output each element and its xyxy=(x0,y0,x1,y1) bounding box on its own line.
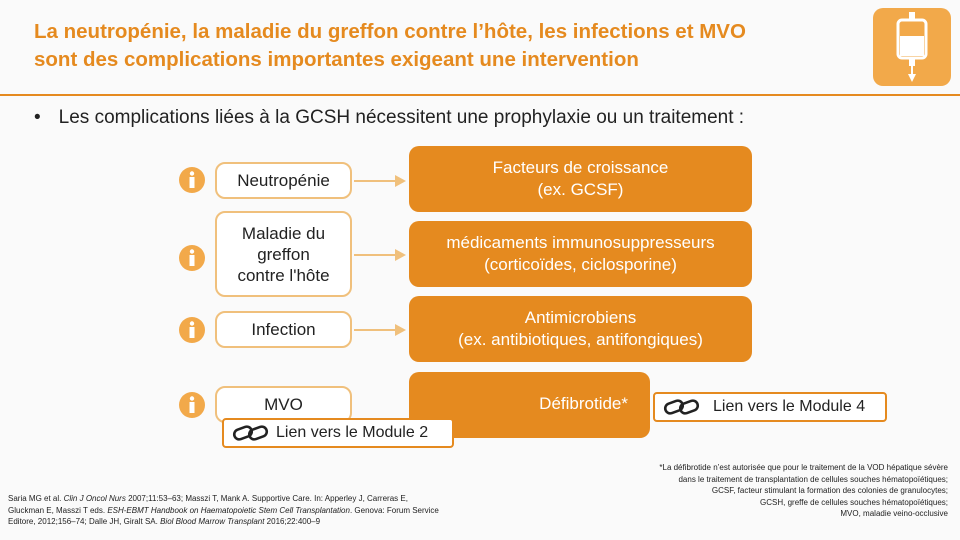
arrow-connector xyxy=(354,180,396,182)
chain-link-icon xyxy=(232,424,270,442)
reference-line: Editore, 2012;156–74; Dalle JH, Giralt SA. Biol Blood Marrow Transplant 2016;22:400–9 xyxy=(8,517,321,526)
complication-label: Infection xyxy=(251,320,316,339)
reference-line: Saria MG et al. Clin J Oncol Nurs 2007;11:53–63; Masszi T, Mank A. Supportive Care. In: Apperley J, Carreras E, xyxy=(8,494,408,503)
complication-infection xyxy=(215,311,352,348)
title-line-1: La neutropénie, la maladie du greffon contre l’hôte, les infections et MVO xyxy=(34,20,746,43)
slide-title xyxy=(34,18,864,74)
treatment-immunosuppressants xyxy=(409,221,752,287)
link-label: Lien vers le Module 4 xyxy=(713,398,866,415)
complication-label-line-2: greffon xyxy=(257,244,310,264)
bullet-dot: • xyxy=(34,107,41,128)
footnote-line: GCSF, facteur stimulant la formation des colonies de granulocytes; xyxy=(711,486,948,495)
bullet-point xyxy=(34,107,744,129)
treatment-line-2: (ex. antibiotiques, antifongiques) xyxy=(458,330,703,349)
arrow-connector xyxy=(354,329,396,331)
treatment-line-1: médicaments immunosuppresseurs xyxy=(446,233,715,252)
treatment-line-2: (ex. GCSF) xyxy=(537,180,624,199)
complication-gvhd xyxy=(215,211,352,297)
treatment-line-1: Antimicrobiens xyxy=(524,308,637,327)
footnotes xyxy=(593,462,948,520)
footnote-line: *La défibrotide n’est autorisée que pour le traitement de la VOD hépatique sévère xyxy=(659,463,948,472)
link-label: Lien vers le Module 2 xyxy=(276,424,429,441)
info-icon[interactable] xyxy=(178,391,206,419)
reference-line: Gluckman E, Masszi T eds. ESH-EBMT Handbook on Haematopoietic Stem Cell Transplantation. Genova: Forum Service xyxy=(8,505,439,515)
title-line-2: sont des complications importantes exigeant une intervention xyxy=(34,48,639,71)
complication-label: Neutropénie xyxy=(237,171,330,190)
link-module-2-button[interactable] xyxy=(222,418,454,448)
treatment-antimicrobials xyxy=(409,296,752,362)
arrow-connector xyxy=(354,254,396,256)
info-icon[interactable] xyxy=(178,316,206,344)
header-divider xyxy=(0,94,960,96)
complication-label-line-1: Maladie du xyxy=(241,223,326,243)
footnote-line: dans le traitement de transplantation de cellules souches hématopoïétiques; xyxy=(678,474,948,484)
treatment-line-1: Défibrotide* xyxy=(539,394,628,413)
info-icon[interactable] xyxy=(178,244,206,272)
footnote-line: GCSH, greffe de cellules souches hématopoïétiques; xyxy=(760,497,948,507)
complication-neutropenie xyxy=(215,162,352,199)
chain-link-icon xyxy=(663,398,701,416)
iv-bag-icon xyxy=(873,8,951,86)
references xyxy=(8,493,563,528)
link-module-4-button[interactable] xyxy=(653,392,887,422)
treatment-growth-factors xyxy=(409,146,752,212)
footnote-line: MVO, maladie veino-occlusive xyxy=(840,509,948,518)
bullet-text: Les complications liées à la GCSH nécessitent une prophylaxie ou un traitement : xyxy=(58,107,745,128)
info-icon[interactable] xyxy=(178,166,206,194)
complication-label: MVO xyxy=(264,395,303,414)
treatment-line-2: (corticoïdes, ciclosporine) xyxy=(484,255,677,274)
complication-label-line-3: contre l'hôte xyxy=(237,265,330,285)
treatment-line-1: Facteurs de croissance xyxy=(492,158,669,177)
